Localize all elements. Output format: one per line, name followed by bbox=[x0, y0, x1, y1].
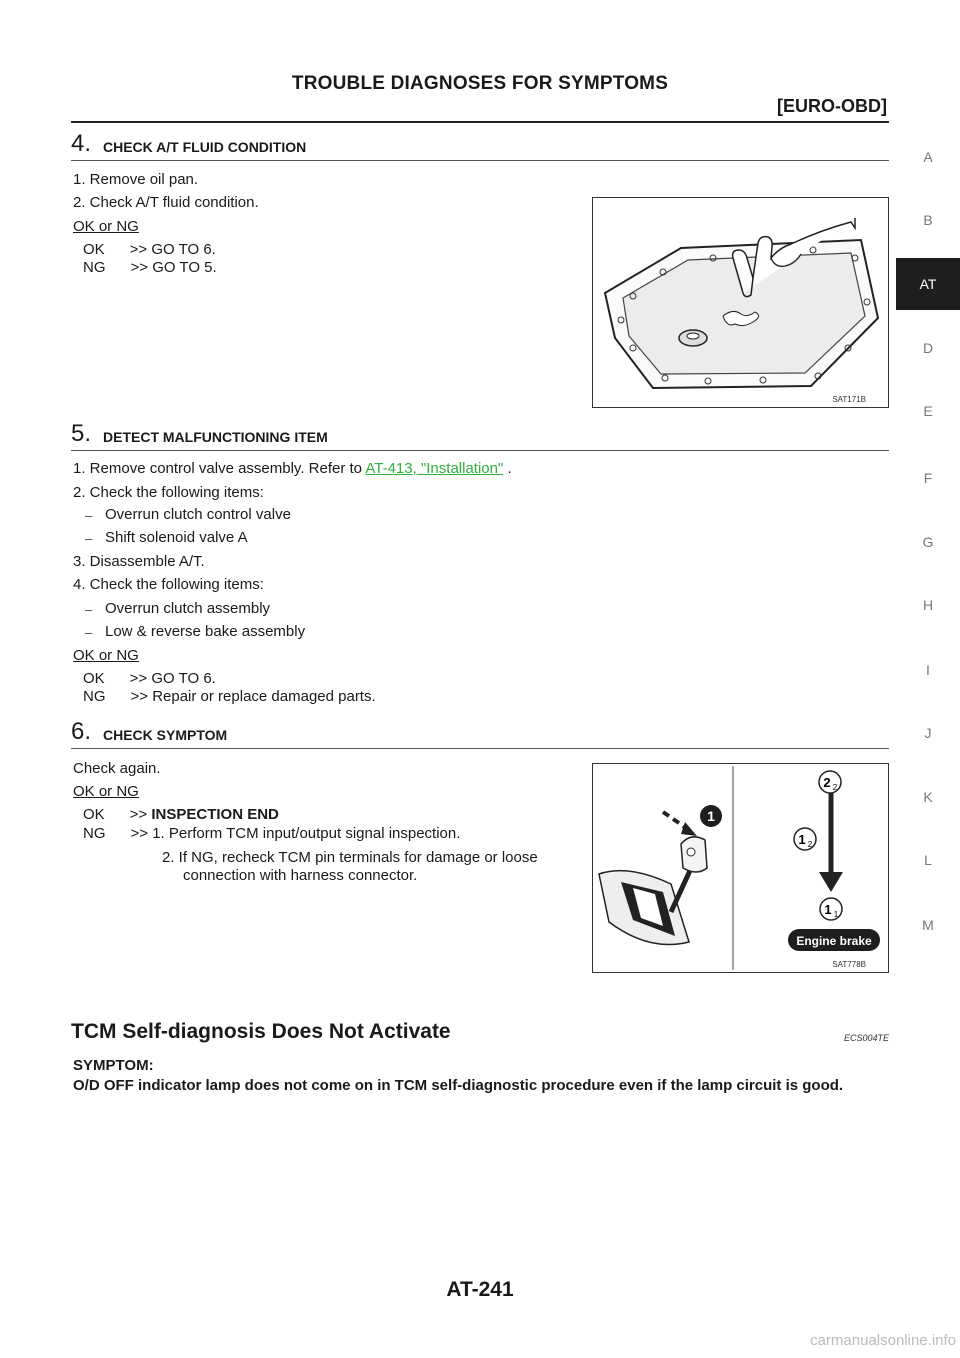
step4-item-1: 1. Remove oil pan. bbox=[73, 171, 199, 188]
step6-ok-prefix: OK >> bbox=[83, 806, 152, 823]
step6-title: CHECK SYMPTOM bbox=[103, 727, 228, 743]
step4-title: CHECK A/T FLUID CONDITION bbox=[103, 139, 307, 155]
section-label: [EURO-OBD] bbox=[777, 96, 887, 116]
step5-sub-1: Overrun clutch control valve bbox=[105, 506, 291, 523]
step6-ng-1: NG >> 1. Perform TCM input/output signal inspection. bbox=[83, 825, 461, 842]
step4-okng: OK or NG bbox=[73, 218, 139, 235]
step5-sub-4: Low & reverse bake assembly bbox=[105, 623, 306, 640]
step6-heading bbox=[71, 719, 889, 749]
step6-check: Check again. bbox=[73, 760, 161, 777]
side-index-k[interactable]: K bbox=[923, 789, 933, 805]
step5-ok: OK >> GO TO 6. bbox=[83, 670, 216, 687]
side-index-l[interactable]: L bbox=[924, 852, 932, 868]
step5-sub-3: Overrun clutch assembly bbox=[105, 600, 271, 617]
section-title: TCM Self-diagnosis Does Not Activate bbox=[71, 1020, 451, 1043]
side-index-at[interactable]: AT bbox=[896, 258, 960, 310]
step5-item-1 bbox=[73, 460, 512, 478]
figure-label-1b-sub: 1 bbox=[833, 910, 839, 919]
step5-item-4: 4. Check the following items: bbox=[73, 576, 264, 593]
step5-heading bbox=[71, 421, 889, 451]
figure-label-1a: 1 bbox=[798, 832, 806, 847]
watermark: carmanualsonline.info bbox=[810, 1332, 956, 1349]
step4-ok: OK >> GO TO 6. bbox=[83, 241, 216, 258]
header-rule bbox=[71, 121, 889, 123]
step5-dash-1: – bbox=[85, 508, 93, 523]
side-index-g[interactable]: G bbox=[922, 534, 934, 550]
step5-item-3: 3. Disassemble A/T. bbox=[73, 553, 205, 570]
side-index-d[interactable]: D bbox=[922, 340, 934, 356]
side-index-j[interactable]: J bbox=[924, 725, 932, 741]
page-title: TROUBLE DIAGNOSES FOR SYMPTOMS bbox=[291, 73, 669, 94]
step6-ng-3: connection with harness connector. bbox=[183, 867, 418, 884]
figure-callout-1: 1 bbox=[707, 808, 715, 824]
section-code: ECS004TE bbox=[843, 1033, 889, 1043]
step5-item-1-text: 1. Remove control valve assembly. Refer to bbox=[73, 460, 366, 477]
step5-number: 5. bbox=[71, 420, 92, 447]
step5-dash-4: – bbox=[85, 625, 93, 640]
step6-ok-result: INSPECTION END bbox=[151, 806, 279, 823]
step5-dash-3: – bbox=[85, 602, 93, 617]
step5-dash-2: – bbox=[85, 531, 93, 546]
oil-pan-figure bbox=[592, 197, 889, 408]
figure-label-2-sub: 2 bbox=[832, 783, 838, 792]
side-index-f[interactable]: F bbox=[923, 470, 933, 486]
shift-lever-figure-code: SAT778B bbox=[832, 960, 866, 969]
figure-label-1a-sub: 2 bbox=[807, 840, 813, 849]
step4-heading bbox=[71, 131, 889, 161]
oil-pan-figure-code: SAT171B bbox=[832, 395, 866, 404]
side-index-h[interactable]: H bbox=[922, 597, 934, 613]
side-index-m[interactable]: M bbox=[922, 917, 934, 933]
figure-label-2: 2 bbox=[823, 775, 831, 790]
step4-ng: NG >> GO TO 5. bbox=[83, 259, 217, 276]
step6-number: 6. bbox=[71, 718, 92, 745]
side-index-a[interactable]: A bbox=[923, 149, 933, 165]
step6-ok bbox=[83, 806, 279, 824]
step4-item-2: 2. Check A/T fluid condition. bbox=[73, 194, 259, 211]
page-number: AT-241 bbox=[446, 1278, 514, 1301]
engine-brake-label: Engine brake bbox=[796, 934, 872, 948]
shift-lever-figure bbox=[592, 763, 889, 973]
shift-lever-illustration bbox=[593, 764, 888, 972]
step4-number: 4. bbox=[71, 130, 92, 157]
step5-item-1-suffix: . bbox=[503, 460, 512, 477]
installation-link[interactable]: AT-413, "Installation" bbox=[365, 460, 504, 477]
oil-pan-illustration bbox=[593, 198, 888, 407]
step5-ng: NG >> Repair or replace damaged parts. bbox=[83, 688, 376, 705]
side-index-i[interactable]: I bbox=[926, 662, 930, 678]
step5-title: DETECT MALFUNCTIONING ITEM bbox=[103, 429, 328, 445]
side-index-b[interactable]: B bbox=[923, 212, 933, 228]
step5-okng: OK or NG bbox=[73, 647, 139, 664]
step6-okng: OK or NG bbox=[73, 783, 139, 800]
step5-item-2: 2. Check the following items: bbox=[73, 484, 264, 501]
step5-sub-2: Shift solenoid valve A bbox=[105, 529, 248, 546]
step6-ng-2: 2. If NG, recheck TCM pin terminals for damage or loose bbox=[162, 849, 538, 866]
symptom-text: SYMPTOM: O/D OFF indicator lamp does not come on in TCM self-diagnostic procedure even if the lamp circuit is good. bbox=[73, 1057, 844, 1094]
figure-label-1b: 1 bbox=[824, 902, 832, 917]
side-index-e[interactable]: E bbox=[923, 403, 933, 419]
